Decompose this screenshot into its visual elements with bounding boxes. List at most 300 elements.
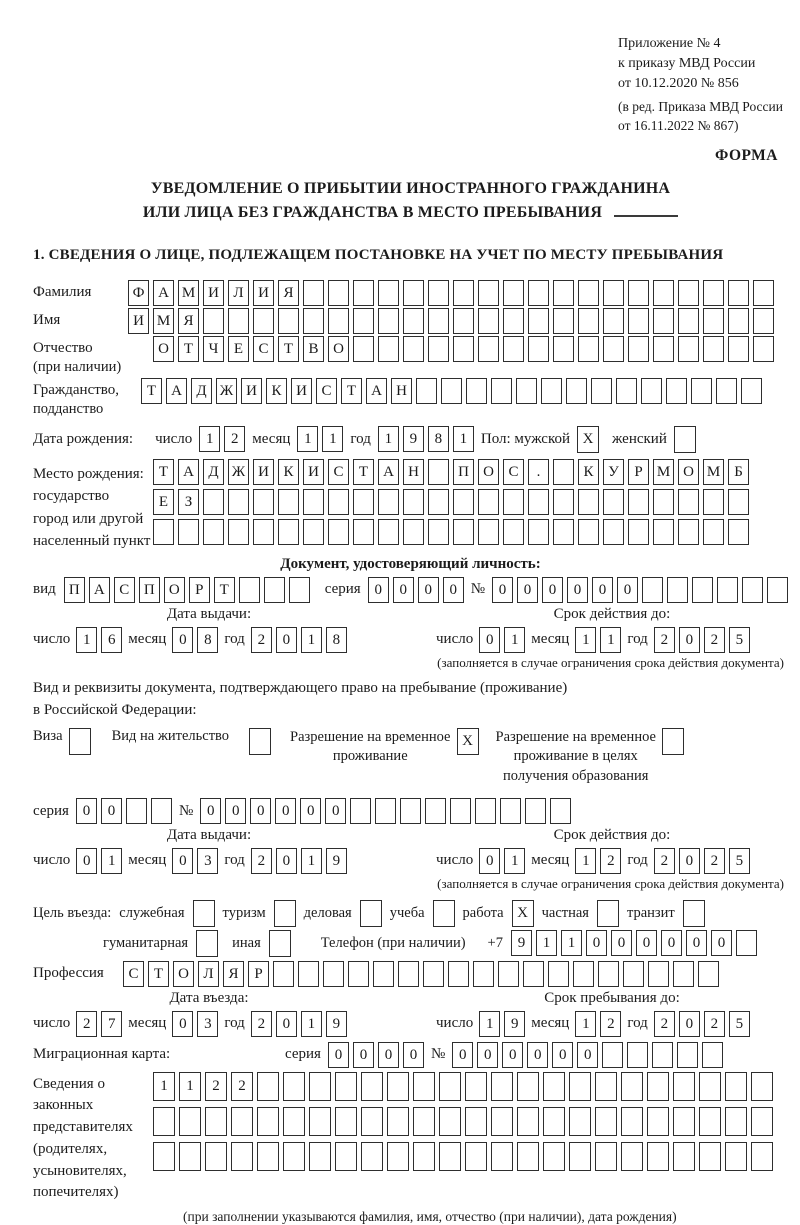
char-box[interactable] [375,798,396,824]
char-box[interactable] [741,378,762,404]
char-box[interactable] [528,280,549,306]
char-box[interactable]: 0 [502,1042,523,1068]
char-box[interactable]: Д [191,378,212,404]
char-box[interactable]: 0 [275,798,296,824]
char-box[interactable] [553,280,574,306]
char-box[interactable] [647,1142,669,1171]
char-box[interactable] [628,519,649,545]
char-box[interactable] [387,1072,409,1101]
char-box[interactable]: И [291,378,312,404]
char-box[interactable] [303,519,324,545]
char-box[interactable] [543,1142,565,1171]
char-box[interactable] [403,308,424,334]
char-box[interactable]: 9 [326,1011,347,1037]
char-box[interactable]: Л [198,961,219,987]
char-box[interactable]: В [303,336,324,362]
char-box[interactable]: 0 [76,848,97,874]
char-box[interactable]: Т [148,961,169,987]
char-box[interactable]: 0 [172,627,193,653]
char-box[interactable] [348,961,369,987]
char-box[interactable] [673,1072,695,1101]
char-box[interactable] [231,1142,253,1171]
char-box[interactable]: О [153,336,174,362]
char-box[interactable]: А [153,280,174,306]
char-box[interactable] [653,519,674,545]
char-box[interactable] [569,1142,591,1171]
char-box[interactable]: 5 [729,627,750,653]
char-box[interactable]: Ж [216,378,237,404]
char-box[interactable] [553,336,574,362]
char-box[interactable]: 0 [542,577,563,603]
char-box[interactable]: 8 [428,426,449,452]
char-box[interactable]: 0 [567,577,588,603]
char-box[interactable]: С [316,378,337,404]
char-box[interactable]: 1 [504,627,525,653]
char-box[interactable] [264,577,285,603]
char-box[interactable]: 2 [251,848,272,874]
sex-female-checkbox[interactable] [674,426,696,453]
purpose-study-checkbox[interactable] [433,900,455,927]
char-box[interactable]: 0 [527,1042,548,1068]
char-box[interactable] [378,280,399,306]
char-box[interactable] [603,336,624,362]
char-box[interactable] [678,489,699,515]
char-box[interactable] [205,1107,227,1136]
char-box[interactable]: 0 [679,848,700,874]
char-box[interactable]: . [528,459,549,485]
char-box[interactable] [335,1107,357,1136]
char-box[interactable]: 1 [153,1072,175,1101]
char-box[interactable] [328,519,349,545]
char-box[interactable]: 0 [636,930,657,956]
char-box[interactable] [478,489,499,515]
char-box[interactable]: 6 [101,627,122,653]
char-box[interactable]: 0 [617,577,638,603]
char-box[interactable] [751,1107,773,1136]
char-box[interactable]: 0 [300,798,321,824]
char-box[interactable] [728,308,749,334]
char-box[interactable]: 0 [479,848,500,874]
char-box[interactable] [453,280,474,306]
char-box[interactable] [491,378,512,404]
char-box[interactable]: Т [178,336,199,362]
char-box[interactable] [699,1072,721,1101]
char-box[interactable]: 8 [326,627,347,653]
char-box[interactable]: Д [203,459,224,485]
char-box[interactable] [628,336,649,362]
char-box[interactable]: 1 [101,848,122,874]
char-box[interactable] [228,519,249,545]
char-box[interactable] [309,1142,331,1171]
char-box[interactable] [517,1107,539,1136]
char-box[interactable] [703,336,724,362]
char-box[interactable] [253,308,274,334]
char-box[interactable] [416,378,437,404]
temp-residence-checkbox[interactable]: X [457,728,479,755]
char-box[interactable] [378,489,399,515]
char-box[interactable] [203,519,224,545]
char-box[interactable] [595,1072,617,1101]
char-box[interactable] [353,308,374,334]
char-box[interactable]: И [303,459,324,485]
char-box[interactable]: И [253,459,274,485]
char-box[interactable]: 2 [224,426,245,452]
char-box[interactable] [528,489,549,515]
char-box[interactable] [503,519,524,545]
char-box[interactable]: 0 [586,930,607,956]
char-box[interactable] [678,280,699,306]
char-box[interactable] [428,280,449,306]
char-box[interactable] [126,798,147,824]
char-box[interactable]: 0 [101,798,122,824]
char-box[interactable]: 0 [225,798,246,824]
char-box[interactable]: 2 [704,627,725,653]
char-box[interactable]: Т [214,577,235,603]
char-box[interactable]: Р [628,459,649,485]
char-box[interactable] [465,1107,487,1136]
char-box[interactable] [335,1142,357,1171]
char-box[interactable] [303,489,324,515]
char-box[interactable] [703,489,724,515]
char-box[interactable] [698,961,719,987]
purpose-other-checkbox[interactable] [269,930,291,957]
char-box[interactable]: Б [728,459,749,485]
char-box[interactable] [278,519,299,545]
char-box[interactable] [151,798,172,824]
purpose-business-checkbox[interactable] [360,900,382,927]
char-box[interactable] [500,798,521,824]
char-box[interactable] [528,336,549,362]
char-box[interactable] [428,489,449,515]
char-box[interactable] [179,1107,201,1136]
char-box[interactable]: Т [153,459,174,485]
char-box[interactable] [642,577,663,603]
char-box[interactable]: 3 [197,848,218,874]
char-box[interactable]: 2 [704,1011,725,1037]
char-box[interactable]: 1 [575,1011,596,1037]
char-box[interactable] [716,378,737,404]
char-box[interactable] [725,1142,747,1171]
char-box[interactable] [453,519,474,545]
char-box[interactable]: 2 [251,627,272,653]
char-box[interactable] [403,519,424,545]
char-box[interactable] [439,1142,461,1171]
char-box[interactable]: А [166,378,187,404]
char-box[interactable]: 0 [661,930,682,956]
char-box[interactable]: 0 [492,577,513,603]
char-box[interactable] [298,961,319,987]
char-box[interactable]: П [453,459,474,485]
char-box[interactable] [702,1042,723,1068]
char-box[interactable]: 2 [704,848,725,874]
char-box[interactable]: Ч [203,336,224,362]
char-box[interactable] [428,459,449,485]
char-box[interactable]: Л [228,280,249,306]
char-box[interactable] [453,308,474,334]
char-box[interactable] [578,336,599,362]
char-box[interactable] [378,519,399,545]
char-box[interactable]: 1 [575,627,596,653]
char-box[interactable]: 5 [729,848,750,874]
char-box[interactable] [475,798,496,824]
char-box[interactable] [543,1107,565,1136]
char-box[interactable] [725,1072,747,1101]
char-box[interactable] [253,519,274,545]
char-box[interactable]: 0 [517,577,538,603]
char-box[interactable]: 0 [353,1042,374,1068]
char-box[interactable] [478,280,499,306]
char-box[interactable] [653,280,674,306]
char-box[interactable] [228,489,249,515]
char-box[interactable]: 0 [172,1011,193,1037]
purpose-work-checkbox[interactable]: X [512,900,534,927]
char-box[interactable] [550,798,571,824]
char-box[interactable]: 0 [418,577,439,603]
char-box[interactable]: 1 [301,1011,322,1037]
char-box[interactable] [717,577,738,603]
char-box[interactable]: М [153,308,174,334]
char-box[interactable] [728,280,749,306]
char-box[interactable]: 2 [600,848,621,874]
char-box[interactable]: 1 [561,930,582,956]
char-box[interactable]: И [241,378,262,404]
char-box[interactable]: Е [153,489,174,515]
char-box[interactable] [448,961,469,987]
char-box[interactable]: 0 [592,577,613,603]
char-box[interactable]: И [203,280,224,306]
char-box[interactable]: О [678,459,699,485]
char-box[interactable] [491,1072,513,1101]
char-box[interactable] [425,798,446,824]
char-box[interactable]: 0 [250,798,271,824]
char-box[interactable]: 1 [600,627,621,653]
char-box[interactable] [628,280,649,306]
char-box[interactable] [647,1072,669,1101]
char-box[interactable] [703,519,724,545]
char-box[interactable] [751,1142,773,1171]
char-box[interactable] [623,961,644,987]
char-box[interactable]: 2 [76,1011,97,1037]
char-box[interactable] [361,1072,383,1101]
char-box[interactable] [753,280,774,306]
char-box[interactable]: М [178,280,199,306]
temp-residence-edu-checkbox[interactable] [662,728,684,755]
char-box[interactable] [413,1107,435,1136]
char-box[interactable]: 0 [479,627,500,653]
char-box[interactable] [641,378,662,404]
char-box[interactable] [553,489,574,515]
char-box[interactable]: 1 [199,426,220,452]
char-box[interactable]: 1 [453,426,474,452]
char-box[interactable] [653,489,674,515]
char-box[interactable] [728,489,749,515]
char-box[interactable] [569,1072,591,1101]
char-box[interactable] [283,1142,305,1171]
char-box[interactable] [578,519,599,545]
char-box[interactable] [528,308,549,334]
char-box[interactable] [428,519,449,545]
char-box[interactable]: 1 [536,930,557,956]
char-box[interactable]: 0 [679,627,700,653]
char-box[interactable]: З [178,489,199,515]
char-box[interactable] [753,308,774,334]
char-box[interactable] [503,280,524,306]
char-box[interactable]: Т [278,336,299,362]
char-box[interactable] [257,1107,279,1136]
char-box[interactable]: 1 [504,848,525,874]
char-box[interactable]: К [578,459,599,485]
char-box[interactable] [678,519,699,545]
char-box[interactable]: 0 [452,1042,473,1068]
char-box[interactable]: К [278,459,299,485]
char-box[interactable] [428,308,449,334]
char-box[interactable] [647,1107,669,1136]
char-box[interactable] [595,1107,617,1136]
char-box[interactable] [628,489,649,515]
char-box[interactable]: 5 [729,1011,750,1037]
char-box[interactable] [153,519,174,545]
char-box[interactable]: 9 [504,1011,525,1037]
char-box[interactable] [328,489,349,515]
char-box[interactable] [413,1072,435,1101]
char-box[interactable] [353,280,374,306]
char-box[interactable] [323,961,344,987]
char-box[interactable] [373,961,394,987]
char-box[interactable] [205,1142,227,1171]
char-box[interactable] [361,1107,383,1136]
char-box[interactable]: Р [189,577,210,603]
char-box[interactable] [553,308,574,334]
char-box[interactable] [728,519,749,545]
char-box[interactable]: Я [223,961,244,987]
char-box[interactable] [309,1107,331,1136]
char-box[interactable]: П [139,577,160,603]
char-box[interactable]: Т [141,378,162,404]
char-box[interactable] [673,1107,695,1136]
purpose-tourism-checkbox[interactable] [274,900,296,927]
char-box[interactable]: Я [278,280,299,306]
char-box[interactable] [465,1142,487,1171]
char-box[interactable]: 1 [179,1072,201,1101]
char-box[interactable] [153,1107,175,1136]
char-box[interactable]: 1 [479,1011,500,1037]
char-box[interactable]: 0 [679,1011,700,1037]
char-box[interactable]: М [653,459,674,485]
char-box[interactable] [621,1142,643,1171]
char-box[interactable] [503,336,524,362]
char-box[interactable]: 0 [76,798,97,824]
char-box[interactable] [179,1142,201,1171]
char-box[interactable]: М [703,459,724,485]
char-box[interactable]: 2 [231,1072,253,1101]
char-box[interactable]: О [328,336,349,362]
char-box[interactable]: Н [391,378,412,404]
char-box[interactable]: 1 [301,627,322,653]
char-box[interactable] [239,577,260,603]
char-box[interactable] [603,308,624,334]
char-box[interactable]: О [173,961,194,987]
char-box[interactable] [253,489,274,515]
char-box[interactable] [309,1072,331,1101]
char-box[interactable]: 0 [552,1042,573,1068]
char-box[interactable] [591,378,612,404]
char-box[interactable] [353,336,374,362]
char-box[interactable]: Т [353,459,374,485]
char-box[interactable] [465,1072,487,1101]
char-box[interactable] [278,489,299,515]
char-box[interactable] [677,1042,698,1068]
char-box[interactable]: 2 [205,1072,227,1101]
char-box[interactable] [573,961,594,987]
char-box[interactable]: 0 [276,627,297,653]
char-box[interactable] [257,1072,279,1101]
char-box[interactable] [403,336,424,362]
char-box[interactable]: Р [248,961,269,987]
char-box[interactable] [378,336,399,362]
char-box[interactable] [703,308,724,334]
char-box[interactable]: А [378,459,399,485]
purpose-transit-checkbox[interactable] [683,900,705,927]
residence-permit-checkbox[interactable] [249,728,271,755]
char-box[interactable] [491,1142,513,1171]
char-box[interactable]: 0 [403,1042,424,1068]
char-box[interactable]: Е [228,336,249,362]
char-box[interactable] [543,1072,565,1101]
char-box[interactable] [403,489,424,515]
char-box[interactable]: 9 [403,426,424,452]
char-box[interactable] [289,577,310,603]
char-box[interactable] [498,961,519,987]
char-box[interactable] [478,308,499,334]
char-box[interactable] [387,1142,409,1171]
char-box[interactable] [441,378,462,404]
purpose-humanitarian-checkbox[interactable] [196,930,218,957]
char-box[interactable] [303,308,324,334]
char-box[interactable] [350,798,371,824]
char-box[interactable] [278,308,299,334]
char-box[interactable] [736,930,757,956]
char-box[interactable]: 0 [477,1042,498,1068]
char-box[interactable] [699,1107,721,1136]
char-box[interactable] [503,489,524,515]
char-box[interactable] [666,378,687,404]
char-box[interactable] [753,336,774,362]
char-box[interactable] [578,489,599,515]
char-box[interactable] [553,519,574,545]
char-box[interactable] [603,519,624,545]
char-box[interactable] [361,1142,383,1171]
char-box[interactable] [353,489,374,515]
char-box[interactable] [428,336,449,362]
char-box[interactable]: 0 [378,1042,399,1068]
char-box[interactable] [413,1142,435,1171]
char-box[interactable]: 2 [654,1011,675,1037]
char-box[interactable] [328,280,349,306]
char-box[interactable] [178,519,199,545]
char-box[interactable]: И [128,308,149,334]
char-box[interactable]: П [64,577,85,603]
char-box[interactable] [627,1042,648,1068]
char-box[interactable]: 0 [172,848,193,874]
char-box[interactable]: 0 [328,1042,349,1068]
char-box[interactable] [283,1107,305,1136]
sex-male-checkbox[interactable]: X [577,426,599,453]
char-box[interactable] [203,489,224,515]
char-box[interactable] [516,378,537,404]
char-box[interactable]: 1 [575,848,596,874]
char-box[interactable]: Ф [128,280,149,306]
char-box[interactable] [398,961,419,987]
